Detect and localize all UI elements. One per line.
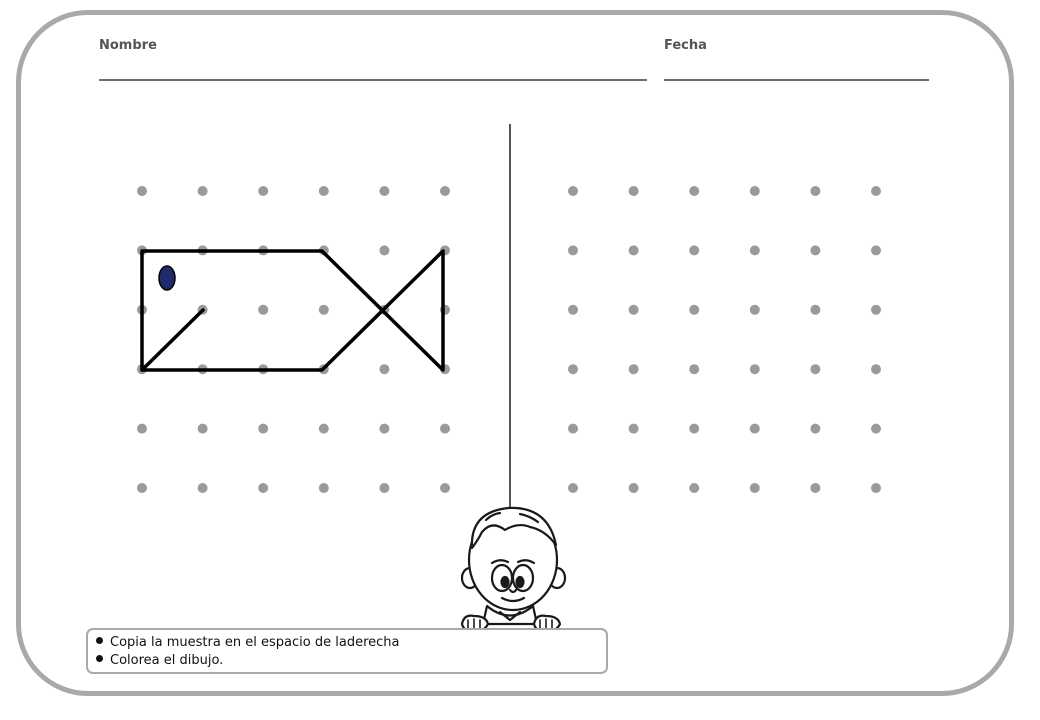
grid-dot <box>258 186 268 196</box>
grid-dot[interactable] <box>568 186 578 196</box>
grid-dot[interactable] <box>568 483 578 493</box>
grid-dot[interactable] <box>568 245 578 255</box>
instruction-text: Colorea el dibujo. <box>110 653 224 668</box>
grid-dot[interactable] <box>810 424 820 434</box>
grid-dot <box>440 483 450 493</box>
name-label: Nombre <box>99 38 157 53</box>
dot-grid-right[interactable] <box>568 186 881 493</box>
instruction-extra-text: derecha <box>346 635 400 650</box>
grid-dot[interactable] <box>689 245 699 255</box>
grid-dot[interactable] <box>629 364 639 374</box>
grid-dot[interactable] <box>810 186 820 196</box>
grid-dot[interactable] <box>568 305 578 315</box>
grid-dot[interactable] <box>871 186 881 196</box>
grid-dot <box>319 424 329 434</box>
grid-dot <box>379 483 389 493</box>
fish-eye <box>159 266 175 290</box>
grid-dot[interactable] <box>689 364 699 374</box>
grid-dot <box>137 424 147 434</box>
grid-dot[interactable] <box>810 305 820 315</box>
grid-dot[interactable] <box>689 186 699 196</box>
grid-dot[interactable] <box>810 245 820 255</box>
grid-dot[interactable] <box>689 424 699 434</box>
grid-dot <box>198 483 208 493</box>
grid-dot[interactable] <box>871 483 881 493</box>
grid-dot[interactable] <box>689 483 699 493</box>
grid-dot <box>319 483 329 493</box>
grid-dot[interactable] <box>871 245 881 255</box>
grid-dot <box>379 364 389 374</box>
grid-dot <box>379 186 389 196</box>
grid-dot[interactable] <box>810 364 820 374</box>
grid-dot <box>258 424 268 434</box>
grid-dot <box>198 424 208 434</box>
grid-dot[interactable] <box>871 424 881 434</box>
grid-dot[interactable] <box>810 483 820 493</box>
grid-dot <box>137 483 147 493</box>
grid-dot[interactable] <box>750 364 760 374</box>
grid-dot <box>137 186 147 196</box>
grid-dot <box>440 424 450 434</box>
grid-dot[interactable] <box>629 424 639 434</box>
grid-dot[interactable] <box>629 305 639 315</box>
grid-dot <box>319 305 329 315</box>
grid-dot <box>319 186 329 196</box>
fish-mouth-line <box>142 310 203 370</box>
grid-dot <box>258 483 268 493</box>
instruction-item <box>96 635 400 650</box>
grid-dot[interactable] <box>629 483 639 493</box>
grid-dot[interactable] <box>871 305 881 315</box>
grid-dot[interactable] <box>750 305 760 315</box>
fish-body-outline <box>142 251 443 370</box>
grid-dot[interactable] <box>750 424 760 434</box>
grid-dot <box>440 186 450 196</box>
grid-dot <box>379 424 389 434</box>
grid-dot[interactable] <box>629 245 639 255</box>
fish-model-drawing <box>142 251 443 370</box>
grid-dot <box>198 186 208 196</box>
grid-dot[interactable] <box>629 186 639 196</box>
instruction-text: Copia la muestra en el espacio de la <box>110 635 347 650</box>
grid-dot[interactable] <box>750 245 760 255</box>
dot-grid-left <box>137 186 450 493</box>
bullet-icon <box>96 637 103 644</box>
grid-dot[interactable] <box>750 483 760 493</box>
grid-dot[interactable] <box>871 364 881 374</box>
grid-dot <box>379 245 389 255</box>
date-label: Fecha <box>664 38 707 53</box>
grid-dot[interactable] <box>568 424 578 434</box>
grid-dot <box>258 305 268 315</box>
instruction-item <box>96 653 223 668</box>
bullet-icon <box>96 655 103 662</box>
instructions-box <box>86 628 608 674</box>
grid-dot[interactable] <box>689 305 699 315</box>
grid-dot[interactable] <box>568 364 578 374</box>
grid-dot[interactable] <box>750 186 760 196</box>
cartoon-boy-icon <box>462 508 565 631</box>
